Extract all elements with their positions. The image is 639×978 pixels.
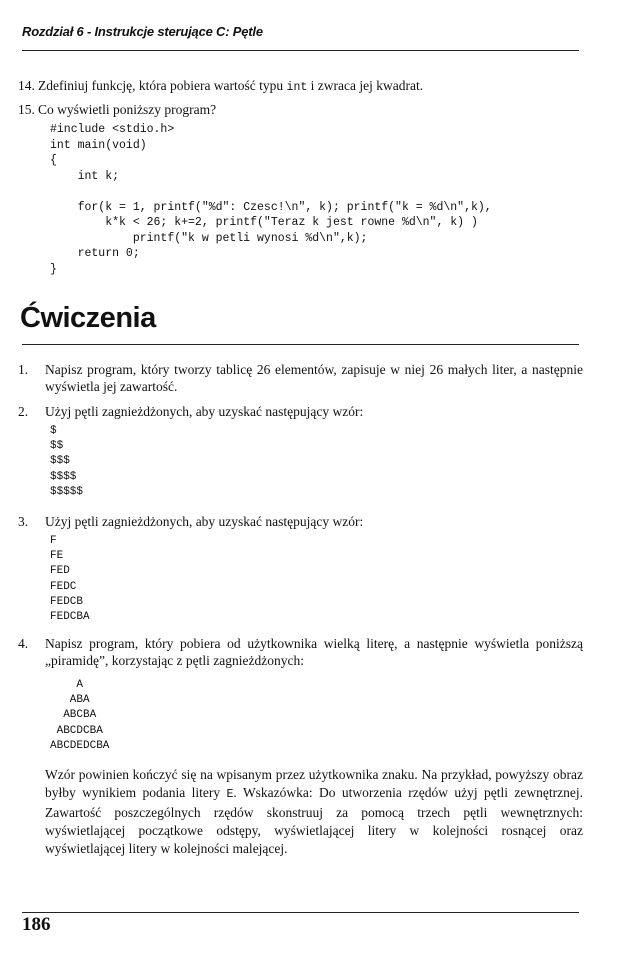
question-text-start: Zdefiniuj funkcję, która pobiera wartość typu xyxy=(38,78,287,93)
exercise-number: 1. xyxy=(18,362,29,377)
question-text: Co wyświetli poniższy program? xyxy=(38,102,217,117)
section-rule xyxy=(22,344,579,345)
exercise-number: 2. xyxy=(18,404,29,419)
exercise-4 xyxy=(18,636,583,669)
header-rule xyxy=(22,50,579,51)
note-text-start: Wzór powinien kończyć się na wpisanym przez użytkownika znaku. Na przykład, powyższy obraz byłby wynikiem podania litery xyxy=(45,767,583,800)
exercise-number: 4. xyxy=(18,636,29,651)
code-listing: #include <stdio.h> int main(void) { int k; for(k = 1, printf("%d": Czesc!\n", k); printf("k = %d\n",k), k*k < 26; k+=2, printf("Teraz k jest rowne %d\n", k) ) printf("k w petli wynosi %d\n",k); return 0; } xyxy=(50,123,492,276)
exercise-3 xyxy=(18,514,583,531)
exercise-2 xyxy=(18,404,583,421)
section-title: Ćwiczenia xyxy=(20,302,156,334)
letters-pattern: F FE FED FEDC FEDCB FEDCBA xyxy=(50,535,90,624)
exercise-text: Napisz program, który pobiera od użytkownika wielką literę, a następnie wyświetla poniższą „piramidę”, korzystając z pętli zagnieżdżonych: xyxy=(45,636,583,668)
note-text-end: . Wskazówka: Do utworzenia rzędów użyj pętli zewnętrznej. Zawartość poszczególnych rzędów skonstruuj za pomocą trzech pętli wewnętrznych: wyświetlającej początkowe odstępy, wyświetlającej litery w kolejności rosnącej oraz wyświetlającej litery w kolejności malejącej. xyxy=(45,785,583,856)
pyramid-pattern: A ABA ABCBA ABCDCBA ABCDEDCBA xyxy=(50,679,110,752)
exercise-text: Użyj pętli zagnieżdżonych, aby uzyskać następujący wzór: xyxy=(45,404,364,419)
exercise-4-note xyxy=(45,766,583,858)
dollar-pattern: $ $$ $$$ $$$$ $$$$$ xyxy=(50,425,84,498)
exercise-1 xyxy=(18,362,583,395)
question-number: 14. xyxy=(18,78,35,93)
page-number: 186 xyxy=(22,914,51,935)
running-header: Rozdział 6 - Instrukcje sterujące C: Pętle xyxy=(22,24,263,39)
exercise-text: Użyj pętli zagnieżdżonych, aby uzyskać następujący wzór: xyxy=(45,514,364,529)
question-number: 15. xyxy=(18,102,35,117)
inline-code-E: E xyxy=(226,788,234,801)
inline-code-int: int xyxy=(286,81,308,94)
exercise-number: 3. xyxy=(18,514,29,529)
question-text-end: i zwraca jej kwadrat. xyxy=(307,78,424,93)
exercise-text: Napisz program, który tworzy tablicę 26 elementów, zapisuje w niej 26 małych liter, a następnie wyświetla jej zawartość. xyxy=(45,362,583,394)
footer-rule xyxy=(22,912,579,913)
question-14 xyxy=(18,78,423,94)
question-15 xyxy=(18,102,216,118)
